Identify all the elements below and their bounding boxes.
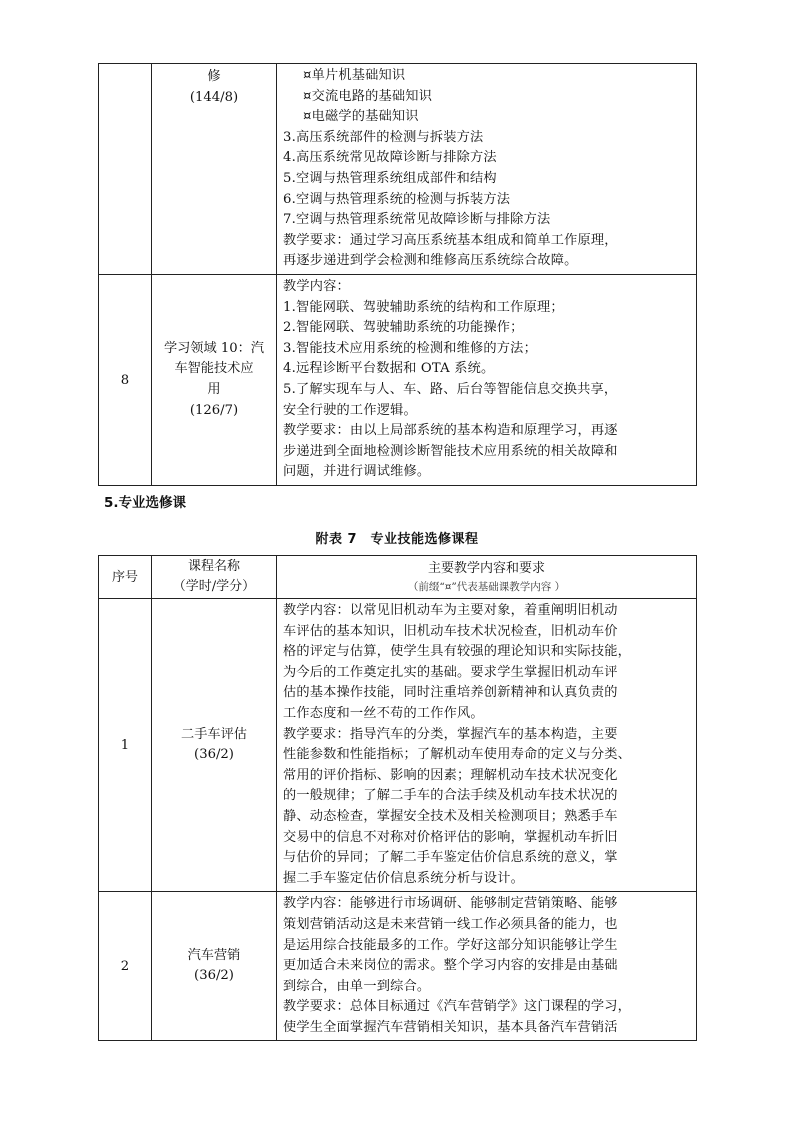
course-name-cell — [152, 599, 277, 892]
header-content-note: （前缀“¤”代表基础课教学内容 ） — [407, 581, 566, 593]
course-name-line: 车智能技术应 — [174, 361, 254, 377]
table-caption: 附表 7 专业技能选修课程 — [315, 532, 479, 547]
course-hours-credits: (36/2) — [194, 747, 234, 763]
content-line: 教学要求：由以上局部系统的基本构造和原理学习，再逐 — [283, 423, 618, 439]
course-name-line: 二手车评估 — [181, 726, 247, 742]
row-number: 2 — [99, 892, 152, 1041]
content-line: 教学要求：总体目标通过《汽车营销学》这门课程的学习， — [283, 999, 632, 1015]
content-line: 步递进到全面地检测诊断智能技术应用系统的相关故障和 — [283, 443, 618, 459]
table-row — [99, 64, 697, 275]
course-content-cell — [277, 599, 697, 892]
content-line: 教学内容：以常见旧机动车为主要对象，着重阐明旧机动 — [283, 603, 618, 618]
course-name-cell — [152, 274, 277, 485]
content-line: 3.智能技术应用系统的检测和维修的方法； — [283, 340, 537, 356]
row-number: 8 — [99, 274, 152, 485]
content-line: 教学要求：指导汽车的分类，掌握汽车的基本构造，主要 — [283, 726, 618, 742]
content-line: 4.高压系统常见故障诊断与排除方法 — [283, 150, 497, 166]
content-line: 握二手车鉴定估价信息系统分析与设计。 — [283, 870, 524, 886]
course-content-cell — [277, 892, 697, 1041]
content-line: 6.空调与热管理系统的检测与拆装方法 — [283, 191, 511, 207]
content-line: 工作态度和一丝不苟的工作作风。 — [283, 705, 484, 721]
content-line: 教学内容： — [283, 278, 350, 294]
table-header-row — [99, 556, 697, 599]
course-content-cell — [277, 274, 697, 485]
content-line: 教学要求：通过学习高压系统基本组成和简单工作原理， — [283, 232, 618, 248]
header-course-unit: （学时/学分） — [172, 579, 256, 594]
section-title: 5.专业选修课 — [104, 495, 187, 511]
course-name-cell — [152, 892, 277, 1041]
content-line: ¤单片机基础知识 — [303, 68, 406, 83]
course-hours-credits: (144/8) — [189, 89, 239, 105]
content-line: 教学内容：能够进行市场调研、能够制定营销策略、能够 — [283, 896, 618, 912]
content-line: 车评估的基本知识，旧机动车技术状况检查，旧机动车价 — [283, 623, 618, 639]
header-content-title: 主要教学内容和要求 — [427, 561, 545, 576]
table-row — [99, 892, 697, 1041]
content-line: 1.智能网联、驾驶辅助系统的结构和工作原理； — [283, 299, 564, 315]
content-line: 到综合，由单一到综合。 — [283, 978, 431, 994]
course-hours-credits: (126/7) — [189, 402, 239, 418]
content-line: 7.空调与热管理系统常见故障诊断与排除方法 — [283, 212, 551, 228]
table-row — [99, 274, 697, 485]
content-line: 5.了解实现车与人、车、路、后台等智能信息交换共享， — [283, 381, 618, 397]
content-line: ¤电磁学的基础知识 — [303, 109, 419, 125]
content-line: 2.智能网联、驾驶辅助系统的功能操作； — [283, 320, 524, 336]
course-content-cell — [277, 64, 697, 275]
row-number: 1 — [99, 599, 152, 892]
course-name-line: 用 — [207, 381, 221, 397]
course-name-line: 汽车营销 — [187, 947, 241, 963]
content-line: 格的评定与估算，使学生具有较强的理论知识和实际技能， — [283, 644, 632, 660]
header-content — [277, 556, 697, 599]
content-line: 更加适合未来岗位的需求。整个学习内容的安排是由基础 — [283, 958, 618, 974]
content-line: 交易中的信息不对称对价格评估的影响，掌握机动车折旧 — [283, 829, 618, 845]
content-line: 与估价的异同；了解二手车鉴定估价信息系统的意义，掌 — [283, 850, 618, 866]
course-name-line: 修 — [207, 69, 221, 84]
content-line: 静、动态检查，掌握安全技术及相关检测项目；熟悉手车 — [283, 808, 618, 824]
content-line: 4.远程诊断平台数据和 OTA 系统。 — [283, 361, 495, 377]
content-line: 策划营销活动这是未来营销一线工作必须具备的能力，也 — [283, 916, 618, 932]
elective-courses-table — [98, 555, 697, 1041]
content-line: 问题，并进行调试维修。 — [283, 464, 431, 480]
content-line: 为今后的工作奠定扎实的基础。要求学生掌握旧机动车评 — [283, 664, 618, 680]
course-name-cell — [152, 64, 277, 275]
content-line: 的一般规律；了解二手车的合法手续及机动车技术状况的 — [283, 788, 618, 804]
content-line: 3.高压系统部件的检测与拆装方法 — [283, 129, 484, 145]
course-name-line: 学习领域 10：汽 — [163, 340, 265, 356]
table-row — [99, 599, 697, 892]
content-line: 5.空调与热管理系统组成部件和结构 — [283, 170, 497, 186]
header-number: 序号 — [99, 556, 152, 599]
row-number — [99, 64, 152, 275]
content-line: 是运用综合技能最多的工作。学好这部分知识能够让学生 — [283, 937, 618, 953]
content-line: 估的基本操作技能，同时注重培养创新精神和认真负责的 — [283, 685, 618, 701]
course-hours-credits: (36/2) — [194, 968, 234, 984]
header-course-name-label: 课程名称 — [187, 559, 240, 574]
content-line: 使学生全面掌握汽车营销相关知识，基本具备汽车营销活 — [283, 1019, 618, 1035]
content-line: 再逐步递进到学会检测和维修高压系统综合故障。 — [283, 253, 578, 269]
header-course-name — [152, 556, 277, 599]
curriculum-table-continued — [98, 63, 697, 486]
content-line: ¤交流电路的基础知识 — [303, 88, 433, 104]
content-line: 性能参数和性能指标；了解机动车使用寿命的定义与分类、 — [283, 747, 632, 763]
content-line: 常用的评价指标、影响的因素；理解机动车技术状况变化 — [283, 767, 618, 783]
content-line: 安全行驶的工作逻辑。 — [283, 402, 417, 418]
